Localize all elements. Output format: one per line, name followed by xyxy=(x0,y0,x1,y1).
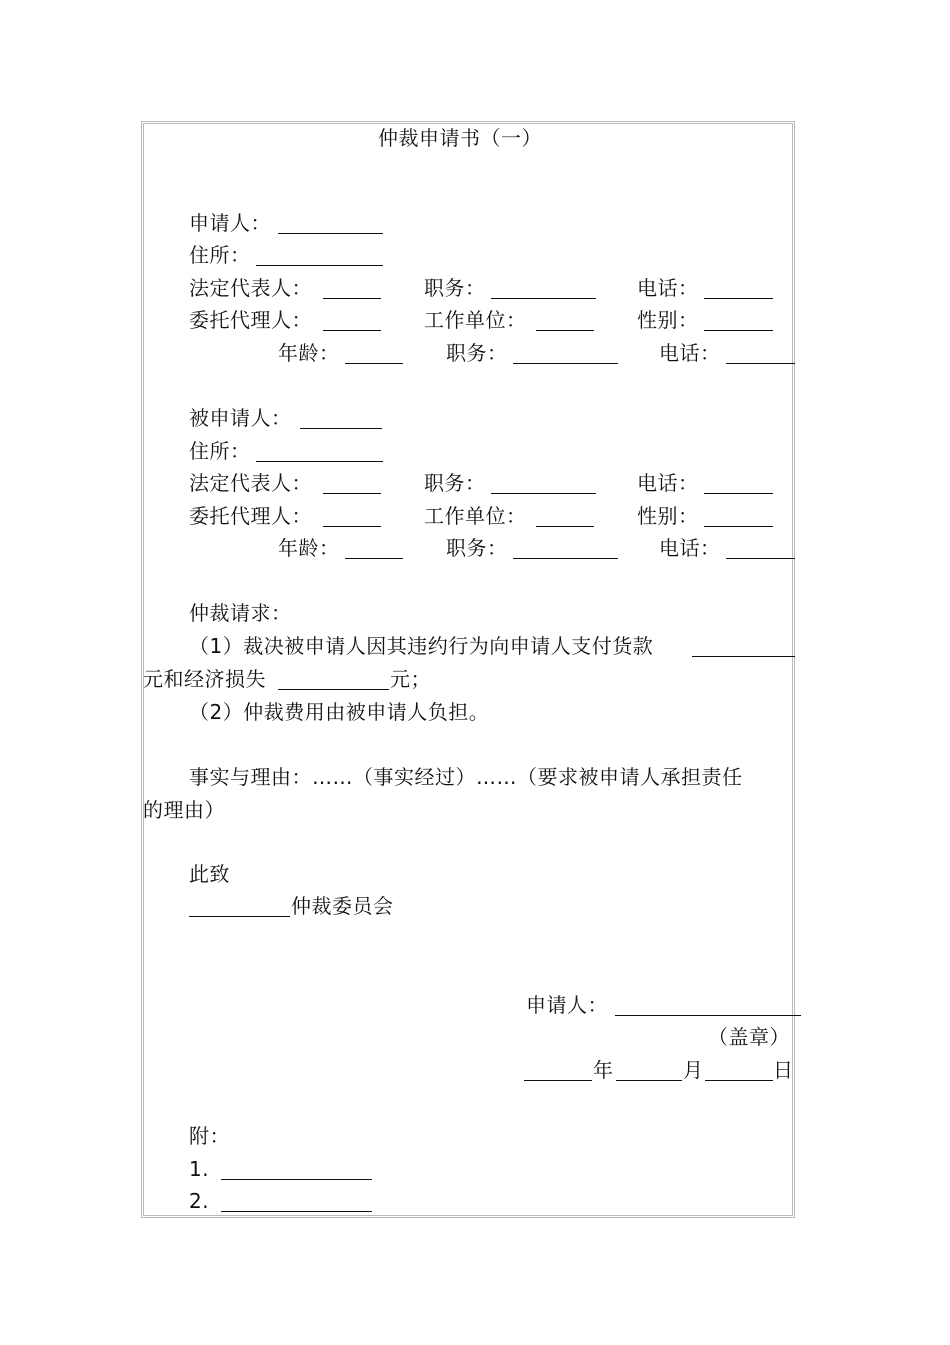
day-label: 日 xyxy=(773,1058,794,1082)
respondent-phone2-field[interactable] xyxy=(726,558,795,559)
applicant-employer-field[interactable] xyxy=(536,330,594,331)
applicant-phone-label: 电话： xyxy=(637,276,699,300)
respondent-gender-label: 性别： xyxy=(637,504,699,528)
respondent-agent-field[interactable] xyxy=(323,526,381,527)
claim-item-1-text: （1）裁决被申请人因其违约行为向申请人支付货款 xyxy=(189,634,654,658)
applicant-legal-rep-field[interactable] xyxy=(323,298,381,299)
attachments-heading: 附： xyxy=(189,1124,230,1148)
committee-label: 仲裁委员会 xyxy=(291,894,394,918)
respondent-position-label: 职务： xyxy=(424,471,486,495)
loss-amount-field[interactable] xyxy=(278,689,389,690)
respondent-employer-field[interactable] xyxy=(536,526,594,527)
committee-name-field[interactable] xyxy=(189,916,290,917)
respondent-label: 被申请人： xyxy=(189,406,292,430)
respondent-legal-rep-field[interactable] xyxy=(323,493,381,494)
respondent-age-label: 年龄： xyxy=(278,536,340,560)
respondent-position-field[interactable] xyxy=(491,493,596,494)
applicant-gender-field[interactable] xyxy=(704,330,773,331)
applicant-name-field[interactable] xyxy=(278,233,383,234)
respondent-phone2-label: 电话： xyxy=(659,536,721,560)
year-label: 年 xyxy=(593,1058,614,1082)
applicant-employer-label: 工作单位： xyxy=(424,308,527,332)
applicant-address-field[interactable] xyxy=(256,265,383,266)
respondent-agent-label: 委托代理人： xyxy=(189,504,312,528)
payment-amount-field[interactable] xyxy=(692,656,795,657)
claim-item-2-text: （2）仲裁费用由被申请人负担。 xyxy=(189,700,490,724)
attachment-item-2-field[interactable] xyxy=(221,1211,372,1212)
applicant-position2-label: 职务： xyxy=(446,341,508,365)
applicant-phone-field[interactable] xyxy=(704,298,773,299)
respondent-phone-label: 电话： xyxy=(637,471,699,495)
applicant-address-label: 住所： xyxy=(189,243,251,267)
attachment-item-2-number: 2. xyxy=(189,1189,210,1213)
year-field[interactable] xyxy=(524,1080,592,1081)
applicant-position2-field[interactable] xyxy=(513,363,618,364)
respondent-phone-field[interactable] xyxy=(704,493,773,494)
salutation: 此致 xyxy=(189,862,230,886)
applicant-agent-field[interactable] xyxy=(323,330,381,331)
day-field[interactable] xyxy=(705,1080,773,1081)
respondent-position2-field[interactable] xyxy=(513,558,618,559)
applicant-legal-rep-label: 法定代表人： xyxy=(189,276,312,300)
signature-applicant-label: 申请人： xyxy=(526,993,608,1017)
applicant-position-field[interactable] xyxy=(491,298,596,299)
applicant-age-field[interactable] xyxy=(345,363,403,364)
facts-line-1: 事实与理由：……（事实经过）……（要求被申请人承担责任 xyxy=(189,765,743,789)
applicant-agent-label: 委托代理人： xyxy=(189,308,312,332)
respondent-legal-rep-label: 法定代表人： xyxy=(189,471,312,495)
respondent-employer-label: 工作单位： xyxy=(424,504,527,528)
applicant-phone2-label: 电话： xyxy=(659,341,721,365)
facts-line-2: 的理由） xyxy=(143,798,225,822)
applicant-label: 申请人： xyxy=(189,211,271,235)
attachment-item-1-field[interactable] xyxy=(221,1179,372,1180)
seal-label: （盖章） xyxy=(708,1025,790,1049)
signature-applicant-field[interactable] xyxy=(615,1015,801,1016)
respondent-age-field[interactable] xyxy=(345,558,403,559)
attachment-item-1-number: 1. xyxy=(189,1157,210,1181)
applicant-age-label: 年龄： xyxy=(278,341,340,365)
respondent-position2-label: 职务： xyxy=(446,536,508,560)
claim-item-1-loss-text: 元和经济损失 xyxy=(143,667,266,691)
month-field[interactable] xyxy=(616,1080,682,1081)
document-title: 仲裁申请书（一） xyxy=(378,126,542,150)
claim-item-1-unit: 元； xyxy=(390,667,431,691)
claims-heading: 仲裁请求： xyxy=(189,601,292,625)
respondent-name-field[interactable] xyxy=(300,428,382,429)
month-label: 月 xyxy=(683,1058,704,1082)
respondent-gender-field[interactable] xyxy=(704,526,773,527)
applicant-gender-label: 性别： xyxy=(637,308,699,332)
respondent-address-label: 住所： xyxy=(189,439,251,463)
respondent-address-field[interactable] xyxy=(256,461,383,462)
applicant-phone2-field[interactable] xyxy=(726,363,795,364)
applicant-position-label: 职务： xyxy=(424,276,486,300)
